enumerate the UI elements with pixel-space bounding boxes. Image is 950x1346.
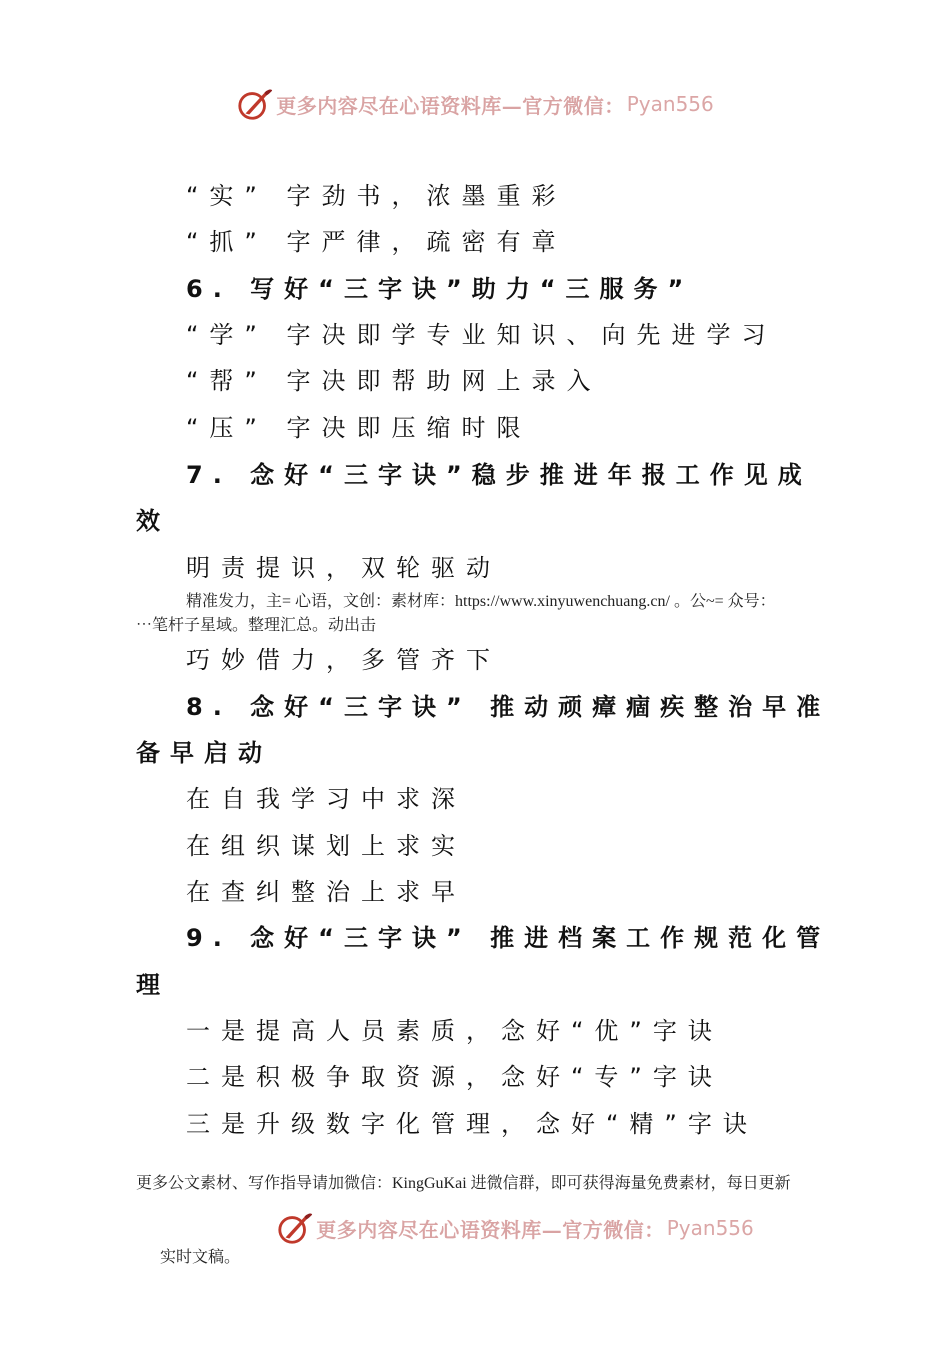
section-heading-continued: 备早启动	[136, 739, 272, 767]
body-line: 明责提识，双轮驱动	[186, 554, 501, 582]
banner-wechat-id: Pyan556	[626, 92, 714, 116]
banner-text: 更多内容尽在心语资料库—官方微信：	[276, 93, 625, 118]
body-line: “学” 字决即学专业知识、向先进学习	[186, 321, 777, 349]
section-heading: 9. 念好“三字诀” 推进档案工作规范化管	[186, 924, 831, 952]
section-heading: 6. 写好“三字诀”助力“三服务”	[186, 275, 694, 303]
banner-text: 更多内容尽在心语资料库—官方微信：	[316, 1217, 665, 1242]
body-line: 三是升级数字化管理，念好“精”字诀	[186, 1110, 758, 1138]
body-line: “实” 字劲书，浓墨重彩	[186, 182, 567, 210]
notice-line: ⋯笔杆子星域。整理汇总。动出击	[136, 617, 377, 634]
quill-logo-icon	[236, 85, 274, 123]
section-heading-continued: 理	[136, 971, 170, 999]
body-line: 在组织谋划上求实	[186, 832, 466, 860]
body-line: 一是提高人员素质，念好“优”字诀	[186, 1017, 723, 1045]
body-line: 在自我学习中求深	[186, 785, 466, 813]
section-heading: 7. 念好“三字诀”稳步推进年报工作见成	[186, 461, 812, 489]
bottom-watermark-banner	[0, 1208, 950, 1248]
section-heading: 8. 念好“三字诀” 推动顽瘴痼疾整治早准	[186, 693, 831, 721]
banner-wechat-id: Pyan556	[666, 1216, 754, 1240]
footer-notice: 更多公文素材、写作指导请加微信：KingGuKai 进微信群，即可获得海量免费素材，每日更新	[136, 1175, 791, 1192]
footer-notice-continued: 实时文稿。	[160, 1249, 241, 1266]
body-line: “帮” 字决即帮助网上录入	[186, 367, 602, 395]
body-line: “压” 字决即压缩时限	[186, 414, 532, 442]
body-line: “抓” 字严律，疏密有章	[186, 228, 567, 256]
top-watermark-banner	[0, 84, 950, 124]
body-line: 在查纠整治上求早	[186, 878, 466, 906]
quill-logo-icon	[276, 1209, 314, 1247]
body-line: 巧妙借力，多管齐下	[186, 646, 501, 674]
body-line: 二是积极争取资源，念好“专”字诀	[186, 1063, 723, 1091]
notice-line: 精准发力，主= 心语，文创：素材库：https://www.xinyuwenchuang.cn/ 。公~= 众号：	[186, 593, 776, 610]
section-heading-continued: 效	[136, 507, 170, 535]
